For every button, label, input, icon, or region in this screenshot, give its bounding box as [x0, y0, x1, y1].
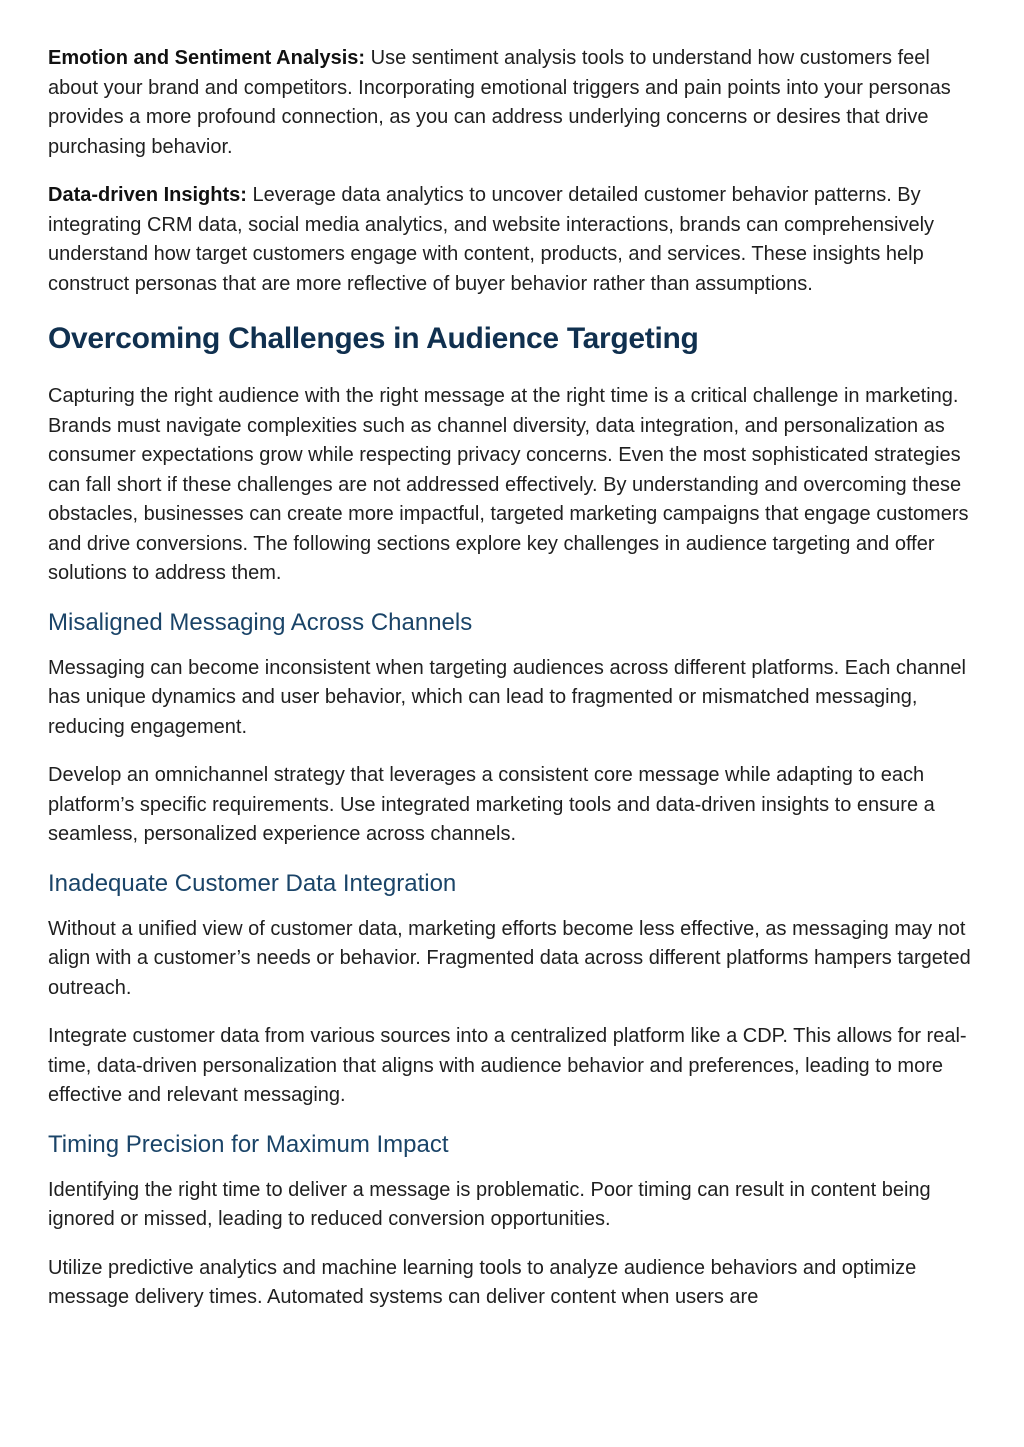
subsection-heading-misaligned-messaging: Misaligned Messaging Across Channels: [48, 608, 473, 636]
timing-precision-solution: Utilize predictive analytics and machine learning tools to analyze audience behaviors and optimize message delivery times. Automated systems can deliver content when users are: [48, 1256, 917, 1308]
section-heading: Overcoming Challenges in Audience Targeting: [48, 322, 699, 355]
data-driven-insights-label: Data-driven Insights:: [48, 184, 247, 206]
timing-precision-problem: Identifying the right time to deliver a message is problematic. Poor timing can result in content being ignored or missed, leading to reduced conversion opportunities.: [48, 1178, 931, 1230]
misaligned-messaging-problem: Messaging can become inconsistent when targeting audiences across different platforms. Each channel has unique dynamics and user behavior, which can lead to fragmented or mismatched messaging, reducing engagement.: [48, 656, 966, 738]
subsection-heading-timing-precision: Timing Precision for Maximum Impact: [48, 1130, 449, 1158]
data-integration-problem: Without a unified view of customer data, marketing efforts become less effective, as messaging may not align with a customer’s needs or behavior. Fragmented data across different platforms hampers targeted outreach.: [48, 917, 971, 999]
emotion-sentiment-paragraph: [48, 44, 978, 162]
section-intro-paragraph: Capturing the right audience with the right message at the right time is a critical challenge in marketing. Brands must navigate complexities such as channel diversity, data integration, and personalization as consumer expectations grow while respecting privacy concerns. Even the most sophisticated strategies can fall short if these challenges are not addressed effectively. By understanding and overcoming these obstacles, businesses can create more impactful, targeted marketing campaigns that engage customers and drive conversions. The following sections explore key challenges in audience targeting and offer solutions to address them.: [48, 385, 969, 584]
document-page: [48, 44, 978, 1332]
emotion-sentiment-label: Emotion and Sentiment Analysis:: [48, 47, 366, 69]
data-driven-insights-text: Leverage data analytics to uncover detailed customer behavior patterns. By integrating CRM data, social media analytics, and website interactions, brands can comprehensively understand how target customers engage with content, products, and services. These insights help construct personas that are more reflective of buyer behavior rather than assumptions.: [48, 184, 935, 295]
emotion-sentiment-text: Use sentiment analysis tools to understand how customers feel about your brand and competitors. Incorporating emotional triggers and pain points into your personas provides a more profound connection, as you can address underlying concerns or desires that drive purchasing behavior.: [48, 47, 951, 158]
subsection-heading-data-integration: Inadequate Customer Data Integration: [48, 869, 457, 897]
misaligned-messaging-solution: Develop an omnichannel strategy that leverages a consistent core message while adapting to each platform’s specific requirements. Use integrated marketing tools and data-driven insights to ensure a seamless, personalized experience across channels.: [48, 764, 935, 845]
data-integration-solution: Integrate customer data from various sources into a centralized platform like a CDP. This allows for real-time, data-driven personalization that aligns with audience behavior and preferences, leading to more effective and relevant messaging.: [48, 1025, 967, 1106]
data-driven-insights-paragraph: [48, 181, 978, 299]
